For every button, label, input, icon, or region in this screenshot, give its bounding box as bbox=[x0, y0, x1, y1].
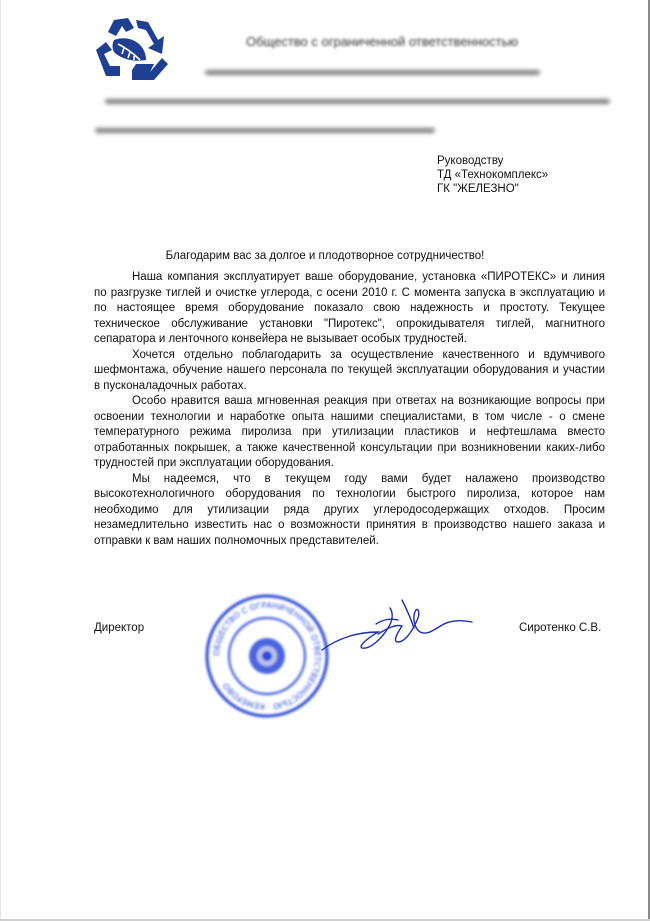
redacted-header-line bbox=[105, 99, 610, 104]
addressee-line: Руководству bbox=[437, 155, 504, 167]
body-paragraph: Наша компания эксплуатирует ваше оборудование, установка «ПИРОТЕКС» и линия по разгрузке тиглей и очистке углерода, с осени 2010 г. С момента запуска в эксплуатацию и по настоящее время оборудование показало свою надежность и простоту. Текущее техническое обслуживание установки "Пиротекс", опрокидывателя тиглей, магнитного сепаратора и ленточного конвейера не вызывает особых трудностей. bbox=[94, 271, 605, 345]
stamp-text: ОБЩЕСТВО С ОГРАНИЧЕННОЙ ОТВЕТСТВЕННОСТЬЮ · КЕМЕРОВО bbox=[211, 600, 323, 712]
addressee-line: ГК "ЖЕЛЕЗНО" bbox=[437, 183, 519, 195]
letter-body bbox=[94, 270, 605, 549]
signatory-name: Сиротенко С.В. bbox=[519, 622, 602, 634]
org-name-heading: Общество с ограниченной ответственностью bbox=[246, 34, 519, 49]
addressee-block bbox=[437, 154, 548, 196]
body-paragraph: Хочется отдельно поблагодарить за осуществление качественного и вдумчивого шефмонтажа, обучение нашего персонала по текущей эксплуатации оборудования и участии в пусконаладочных работах. bbox=[94, 348, 605, 392]
body-paragraph: Особо нравится ваша мгновенная реакция при ответах на возникающие вопросы при освоении технологии и наработке опыта нашими специалистами, в том числе - о смене температурного режима пиролиза при утилизации пластиков и нефтешлама вместо отработанных покрышек, а также качественной консультации при возникновении каких-либо трудностей при эксплуатации оборудования. bbox=[94, 395, 605, 469]
handwritten-signature-icon bbox=[318, 598, 476, 668]
signatory-role: Директор bbox=[94, 622, 145, 634]
recycle-leaf-logo-icon bbox=[92, 14, 168, 84]
addressee-line: ТД «Технокомплекс» bbox=[437, 169, 549, 181]
redacted-header-line bbox=[95, 128, 435, 133]
body-paragraph: Мы надеемся, что в текущем году вами будет налажено производство высокотехнологичного оборудования по технологии быстрого пиролиза, которое нам необходимо для утилизации ряда других углеродосодержащих отходов. Просим незамедлительно известить нас о возможности принятия в производство нашего заказа и отправки к вам наших полномочных представителей. bbox=[94, 472, 605, 547]
thanks-heading: Благодарим вас за долгое и плодотворное сотрудничество! bbox=[165, 250, 485, 262]
redacted-header-line bbox=[205, 70, 540, 75]
round-seal-stamp-icon bbox=[203, 592, 331, 720]
page-edge-left bbox=[0, 0, 1, 921]
